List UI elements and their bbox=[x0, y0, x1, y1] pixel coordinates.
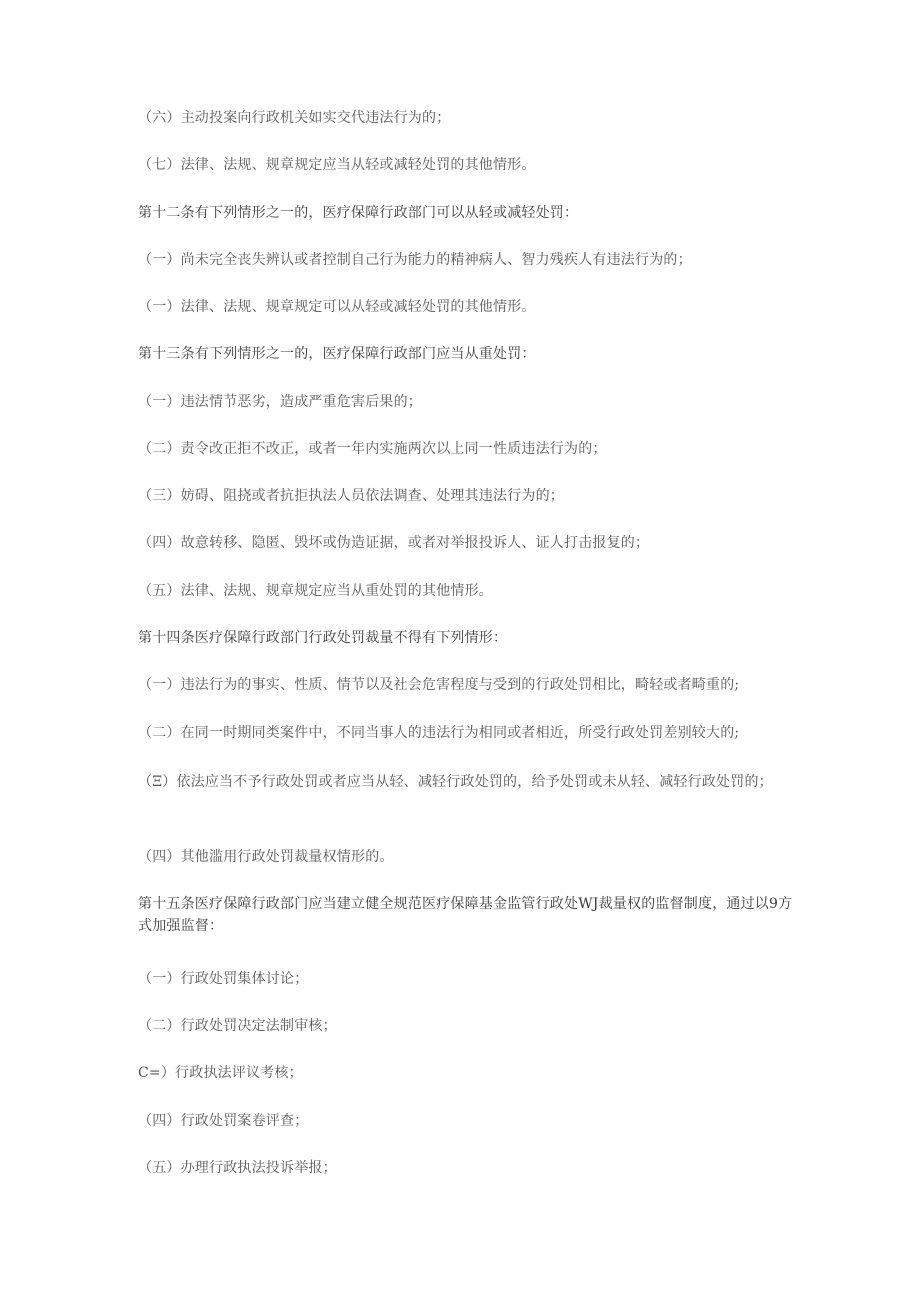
article-line: 第十三条有下列情形之一的，医疗保障行政部门应当从重处罚： bbox=[138, 346, 536, 362]
clause-line: （二）行政处罚决定法制审核； bbox=[138, 1018, 337, 1034]
clause-line: （一）违法行为的事实、性质、情节以及社会危害程度与受到的行政处罚相比，畸轻或者畸重的; bbox=[138, 677, 740, 693]
clause-line: （四）行政处罚案卷评查； bbox=[138, 1113, 309, 1129]
clause-line: （一）法律、法规、规章规定可以从轻或减轻处罚的其他情形。 bbox=[138, 299, 536, 315]
clause-line: （四）其他滥用行政处罚裁量权情形的。 bbox=[138, 849, 394, 865]
clause-line: （五）法律、法规、规章规定应当从重处罚的其他情形。 bbox=[138, 583, 493, 599]
clause-line: （Ξ）依法应当不予行政处罚或者应当从轻、减轻行政处罚的，给予处罚或未从轻、减轻行政处罚的； bbox=[138, 774, 773, 790]
article-line: 第十二条有下列情形之一的，医疗保障行政部门可以从轻或减轻处罚： bbox=[138, 205, 579, 221]
clause-line: （二）责令改正拒不改正，或者一年内实施两次以上同一性质违法行为的； bbox=[138, 441, 607, 457]
clause-line: （一）尚未完全丧失辨认或者控制自己行为能力的精神病人、智力残疾人有违法行为的； bbox=[138, 252, 692, 268]
clause-line: （二）在同一时期同类案件中，不同当事人的违法行为相同或者相近，所受行政处罚差别较大的; bbox=[138, 725, 740, 741]
clause-line: （四）故意转移、隐匿、毁坏或伪造证据，或者对举报投诉人、证人打击报复的； bbox=[138, 535, 650, 551]
clause-line: （三）妨碍、阻挠或者抗拒执法人员依法调查、处理其违法行为的； bbox=[138, 488, 564, 504]
clause-line: （六）主动投案向行政机关如实交代违法行为的； bbox=[138, 110, 451, 126]
article-line: 第十五条医疗保障行政部门应当建立健全规范医疗保障基金监管行政处WJ裁量权的监督制度，通过以9方式加强监督： bbox=[138, 896, 793, 934]
article-line: 第十四条医疗保障行政部门行政处罚裁量不得有下列情形： bbox=[138, 630, 508, 646]
clause-line: （一）违法情节恶劣，造成严重危害后果的； bbox=[138, 394, 422, 410]
clause-line: C=）行政执法评议考核； bbox=[138, 1065, 303, 1081]
clause-line: （五）办理行政执法投诉举报； bbox=[138, 1160, 337, 1176]
clause-line: （一）行政处罚集体讨论； bbox=[138, 971, 309, 987]
clause-line: （七）法律、法规、规章规定应当从轻或减轻处罚的其他情形。 bbox=[138, 157, 536, 173]
